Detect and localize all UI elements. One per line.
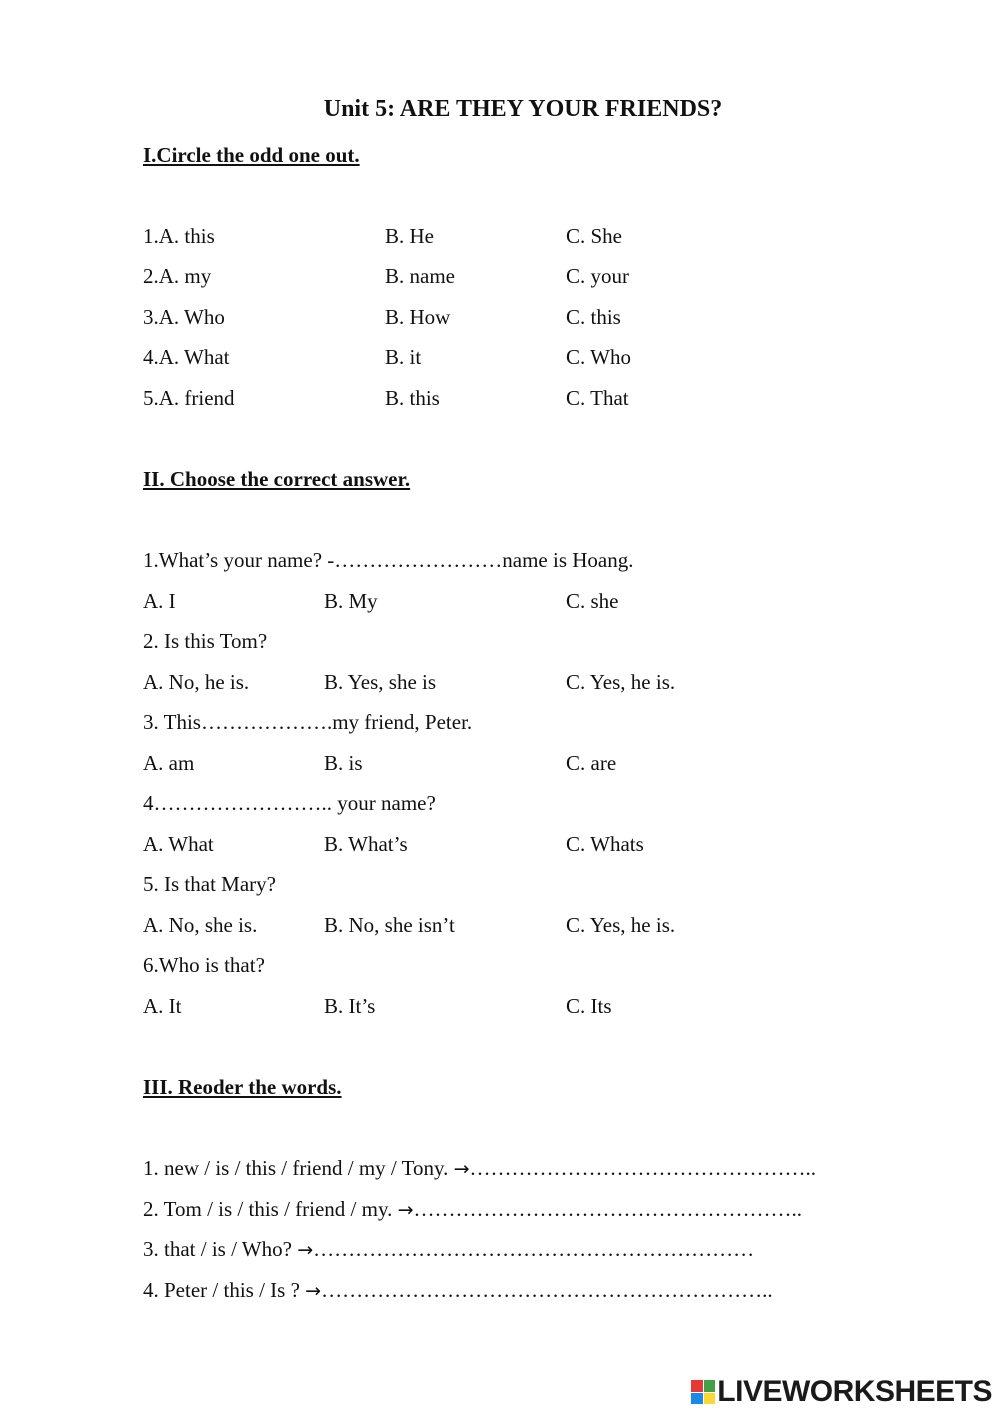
option-c: C. Yes, he is. — [566, 670, 676, 694]
reorder-item — [143, 1156, 816, 1181]
option-b: B. What’s — [324, 832, 408, 856]
option-b: B. My — [324, 589, 378, 613]
logo-grid-icon — [691, 1380, 715, 1404]
arrow-icon: → — [397, 1199, 414, 1221]
option-a: A. What — [143, 832, 214, 856]
option-c: C. She — [566, 224, 623, 248]
section3-heading: III. Reoder the words. — [143, 1075, 342, 1099]
option-a: A. I — [143, 589, 176, 613]
option-a: 5.A. friend — [143, 386, 235, 410]
option-c: C. are — [566, 751, 617, 775]
option-b: B. It’s — [324, 994, 376, 1018]
option-c: C. your — [566, 264, 629, 288]
section2-heading: II. Choose the correct answer. — [143, 467, 411, 491]
option-b: B. He — [385, 224, 434, 248]
option-a: 4.A. What — [143, 345, 230, 369]
arrow-icon: → — [305, 1280, 322, 1302]
option-a: A. No, he is. — [143, 670, 250, 694]
option-a: A. am — [143, 751, 195, 775]
arrow-icon: → — [297, 1239, 314, 1261]
question-text: 2. Is this Tom? — [143, 629, 268, 653]
option-c: C. Yes, he is. — [566, 913, 676, 937]
logo-square — [691, 1393, 703, 1405]
option-c: C. she — [566, 589, 619, 613]
option-b: B. is — [324, 751, 363, 775]
logo-square — [704, 1380, 716, 1392]
logo-square — [704, 1393, 716, 1405]
option-b: B. name — [385, 264, 455, 288]
arrow-icon: → — [453, 1158, 470, 1180]
answer-blank[interactable]: ………………………………………….. — [469, 1156, 817, 1180]
option-c: C. this — [566, 305, 621, 329]
reorder-words: 1. new / is / this / friend / my / Tony. — [143, 1156, 454, 1180]
option-c: C. That — [566, 386, 629, 410]
option-a: 3.A. Who — [143, 305, 225, 329]
reorder-item — [143, 1278, 773, 1303]
option-a: 2.A. my — [143, 264, 212, 288]
answer-blank[interactable]: ……………………………………………….. — [413, 1197, 803, 1221]
reorder-words: 3. that / is / Who? — [143, 1237, 298, 1261]
option-b: B. How — [385, 305, 451, 329]
liveworksheets-logo[interactable] — [691, 1375, 992, 1409]
page-title: Unit 5: ARE THEY YOUR FRIENDS? — [323, 96, 723, 122]
option-c: C. Who — [566, 345, 631, 369]
option-b: B. this — [385, 386, 440, 410]
section1-heading: I.Circle the odd one out. — [143, 143, 360, 167]
option-b: B. it — [385, 345, 422, 369]
question-text: 4…………………….. your name? — [143, 791, 436, 815]
question-text: 1.What’s your name? -……………………name is Hoang. — [143, 548, 634, 572]
option-a: A. It — [143, 994, 182, 1018]
option-b: B. No, she isn’t — [324, 913, 455, 937]
answer-blank[interactable]: ……………………………………………………….. — [321, 1278, 773, 1302]
option-a: 1.A. this — [143, 224, 215, 248]
reorder-item — [143, 1197, 802, 1222]
reorder-item — [143, 1237, 754, 1262]
question-text: 6.Who is that? — [143, 953, 265, 977]
logo-text: LIVEWORKSHEETS — [717, 1375, 992, 1408]
reorder-words: 2. Tom / is / this / friend / my. — [143, 1197, 398, 1221]
question-text: 3. This……………….my friend, Peter. — [143, 710, 473, 734]
reorder-words: 4. Peter / this / Is ? — [143, 1278, 306, 1302]
option-c: C. Whats — [566, 832, 644, 856]
option-a: A. No, she is. — [143, 913, 258, 937]
logo-square — [691, 1380, 703, 1392]
question-text: 5. Is that Mary? — [143, 872, 276, 896]
option-b: B. Yes, she is — [324, 670, 437, 694]
option-c: C. Its — [566, 994, 612, 1018]
answer-blank[interactable]: ……………………………………………………… — [313, 1237, 755, 1261]
